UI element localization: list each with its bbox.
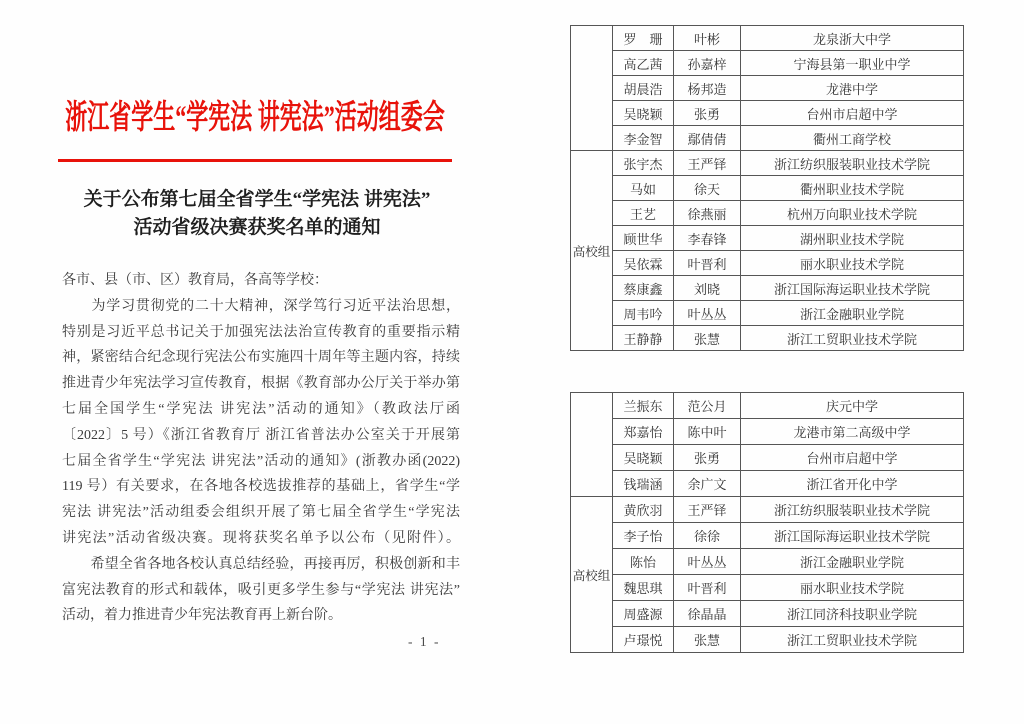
student-cell: 罗 珊 [613,26,674,51]
teacher-cell: 徐徐 [674,523,741,549]
school-cell: 龙泉浙大中学 [741,26,964,51]
school-cell: 浙江国际海运职业技术学院 [741,276,964,301]
student-cell: 周盛源 [613,601,674,627]
student-cell: 周韦吟 [613,301,674,326]
page-number: - 1 - [408,634,441,649]
student-cell: 陈怡 [613,549,674,575]
student-cell: 郑嘉怡 [613,419,674,445]
school-cell: 衢州工商学校 [741,126,964,151]
school-cell: 宁海县第一职业中学 [741,51,964,76]
school-cell: 浙江国际海运职业技术学院 [741,523,964,549]
school-cell: 丽水职业技术学院 [741,251,964,276]
doc-title [52,186,462,242]
school-cell: 台州市启超中学 [741,101,964,126]
table-row [571,627,964,653]
teacher-cell: 张慧 [674,326,741,351]
body-line: 神，紧密结合纪念现行宪法公布实施四十周年等主题内容，持续 [62,350,460,366]
teacher-cell: 徐晶晶 [674,601,741,627]
table-row [571,326,964,351]
school-cell: 杭州万向职业技术学院 [741,201,964,226]
school-cell: 龙港中学 [741,76,964,101]
student-cell: 钱瑞涵 [613,471,674,497]
body-line: 富宪法教育的形式和载体，吸引更多学生参与“学宪法 讲宪法” [62,582,460,598]
student-cell: 吴依霖 [613,251,674,276]
student-cell: 黄欣羽 [613,497,674,523]
school-cell: 衢州职业技术学院 [741,176,964,201]
table-row [571,126,964,151]
teacher-cell: 李春锋 [674,226,741,251]
teacher-cell: 叶晋利 [674,575,741,601]
table-row [571,276,964,301]
body-line: 119 号）有关要求，在各地各校选拔推荐的基础上，省学生“学 [62,479,460,495]
student-cell: 高乙茜 [613,51,674,76]
school-cell: 浙江同济科技职业学院 [741,601,964,627]
body-line: 宪法 讲宪法”活动组委会组织开展了第七届全省学生“学宪法 [62,505,460,521]
teacher-cell: 鄢倩倩 [674,126,741,151]
teacher-cell: 张勇 [674,445,741,471]
table-row [571,497,964,523]
teacher-cell: 王严铎 [674,151,741,176]
school-cell: 浙江纺织服装职业技术学院 [741,151,964,176]
teacher-cell: 刘晓 [674,276,741,301]
body-line: 为学习贯彻党的二十大精神，深学笃行习近平法治思想， [62,298,460,314]
table-row [571,419,964,445]
student-cell: 王艺 [613,201,674,226]
body-line: 希望全省各地各校认真总结经验，再接再厉，积极创新和丰 [62,556,460,572]
school-cell: 丽水职业技术学院 [741,575,964,601]
body-line: 活动，着力推进青少年宪法教育再上新台阶。 [62,608,342,624]
school-cell: 浙江金融职业学院 [741,301,964,326]
body-line: 七届全省学生“学宪法 讲宪法”活动的通知》(浙教办函(2022) [62,453,460,469]
table-row [571,445,964,471]
body-line: 七届全国学生“学宪法 讲宪法”活动的通知》（教政法厅函 [62,401,460,417]
table-row [571,471,964,497]
student-cell: 蔡康鑫 [613,276,674,301]
teacher-cell: 张慧 [674,627,741,653]
student-cell: 张宇杰 [613,151,674,176]
student-cell: 马如 [613,176,674,201]
table-row [571,226,964,251]
body-line: 推进青少年宪法学习宣传教育，根据《教育部办公厅关于举办第 [62,376,460,392]
table-row [571,101,964,126]
table-row [571,523,964,549]
group-label-cell: 高校组 [571,497,613,653]
school-cell: 浙江金融职业学院 [741,549,964,575]
teacher-cell: 孙嘉梓 [674,51,741,76]
student-cell: 顾世华 [613,226,674,251]
awards-table-1 [570,25,964,351]
table-row [571,251,964,276]
student-cell: 吴晓颖 [613,445,674,471]
awards-table-2 [570,392,964,653]
table-row [571,393,964,419]
group-label-cell [571,26,613,151]
body-line: 各市、县（市、区）教育局，各高等学校： [62,273,328,288]
teacher-cell: 王严铎 [674,497,741,523]
table-row [571,26,964,51]
red-divider-line [58,159,452,162]
school-cell: 浙江工贸职业技术学院 [741,627,964,653]
table-row [571,176,964,201]
group-label-cell: 高校组 [571,151,613,351]
body-line: 〔2022〕5 号）《浙江省教育厅 浙江省普法办公室关于开展第 [62,427,460,443]
student-cell: 卢璟悦 [613,627,674,653]
table-row [571,51,964,76]
body-line: 讲宪法”活动省级决赛。现将获奖名单予以公布（见附件）。 [62,530,460,546]
student-cell: 李金智 [613,126,674,151]
teacher-cell: 叶晋利 [674,251,741,276]
teacher-cell: 张勇 [674,101,741,126]
student-cell: 李子怡 [613,523,674,549]
table-row [571,76,964,101]
school-cell: 浙江省开化中学 [741,471,964,497]
student-cell: 王静静 [613,326,674,351]
teacher-cell: 徐燕丽 [674,201,741,226]
school-cell: 庆元中学 [741,393,964,419]
table-row [571,575,964,601]
table-row [571,151,964,176]
table-row [571,601,964,627]
teacher-cell: 杨邦造 [674,76,741,101]
teacher-cell: 徐天 [674,176,741,201]
doc-title-line-2: 活动省级决赛获奖名单的通知 [133,217,381,238]
student-cell: 胡晨浩 [613,76,674,101]
school-cell: 龙港市第二高级中学 [741,419,964,445]
teacher-cell: 范公月 [674,393,741,419]
school-cell: 浙江纺织服装职业技术学院 [741,497,964,523]
table-row [571,549,964,575]
teacher-cell: 叶丛丛 [674,549,741,575]
school-cell: 湖州职业技术学院 [741,226,964,251]
school-cell: 台州市启超中学 [741,445,964,471]
school-cell: 浙江工贸职业技术学院 [741,326,964,351]
student-cell: 魏思琪 [613,575,674,601]
teacher-cell: 陈中叶 [674,419,741,445]
table-row [571,201,964,226]
student-cell: 吴晓颖 [613,101,674,126]
student-cell: 兰振东 [613,393,674,419]
teacher-cell: 叶彬 [674,26,741,51]
teacher-cell: 叶丛丛 [674,301,741,326]
body-text [62,268,460,629]
doc-title-line-1: 关于公布第七届全省学生“学宪法 讲宪法” [83,189,431,210]
table-row [571,301,964,326]
org-header-red-title: 浙江省学生“学宪法 讲宪法”活动组委会 [65,98,445,136]
teacher-cell: 余广文 [674,471,741,497]
body-line: 特别是习近平总书记关于加强宪法法治宣传教育的重要指示精 [62,324,460,340]
group-label-cell [571,393,613,497]
